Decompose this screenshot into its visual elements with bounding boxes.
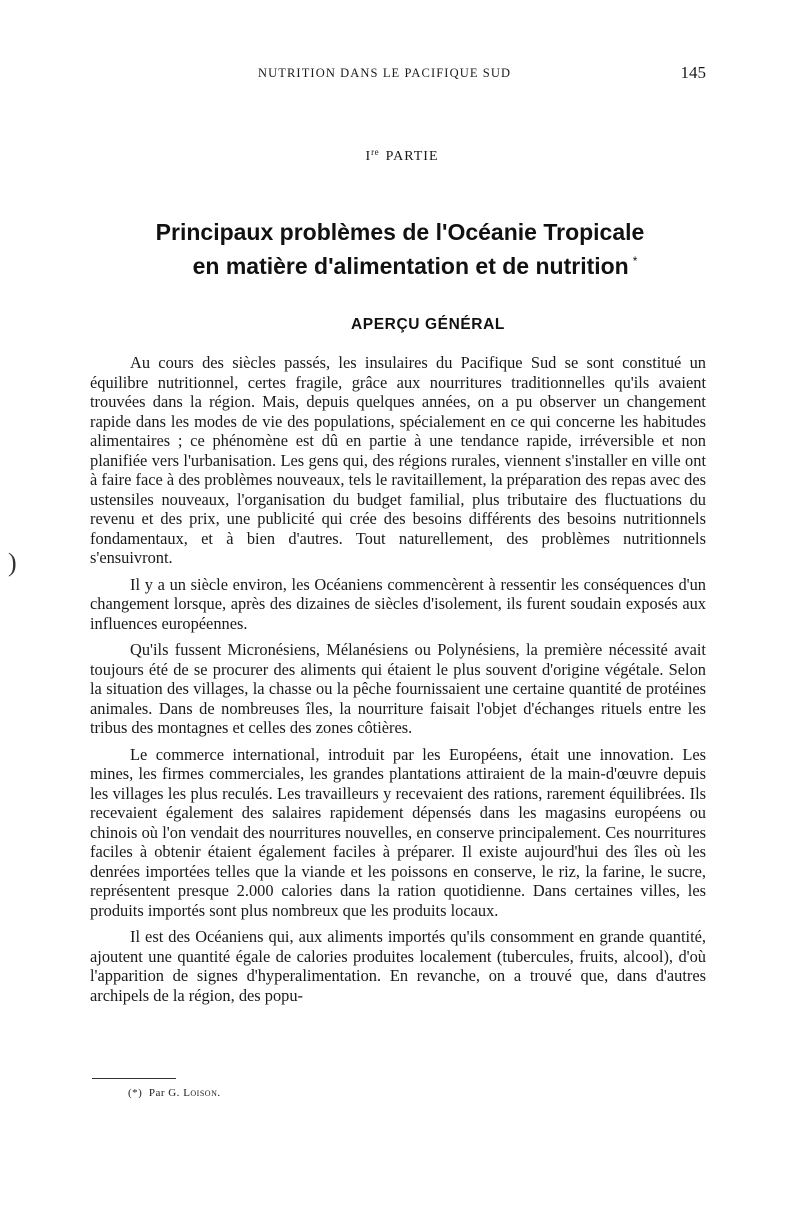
part-numeral: I	[365, 149, 372, 164]
footnote-author: Loison.	[183, 1087, 221, 1099]
part-superscript: re	[371, 147, 380, 157]
paragraph: Au cours des siècles passés, les insulaires du Pacifique Sud se sont constitué un équilibre nutritionnel, certes fragile, grâce aux nourritures traditionnelles qu'ils avaient trouvées dans la région. Mais, depuis quelques années, on a pu observer un changement rapide dans les modes de vie des populations, spécialement en ce qui concerne les habitudes alimentaires ; ce phénomène est dû en partie à une tendance rapide, irréversible et non planifiée vers l'urbanisation. Les gens qui, des régions rurales, viennent s'installer en ville ont à faire face à des problèmes nouveaux, tels le ravitaillement, la préparation des repas avec des ustensiles nouveaux, l'organisation du budget familial, plus tributaire des fluctuations du revenu et des prix, une publicité qui crée des besoins différents des besoins nutritionnels fondamentaux, et à bien d'autres. Tout naturellement, des problèmes nutritionnels s'ensuivront.	[90, 353, 706, 567]
footnote-prefix: Par G.	[148, 1087, 180, 1099]
section-heading: APERÇU GÉNÉRAL	[351, 316, 505, 333]
margin-mark: )	[8, 548, 17, 577]
part-heading	[0, 147, 800, 165]
title-line-2-wrap	[0, 247, 800, 281]
paragraph: Qu'ils fussent Micronésiens, Mélanésiens ou Polynésiens, la première nécessité avait toujours été de se procurer des aliments qui étaient le plus souvent d'origine végétale. Selon la situation des villages, la chasse ou la pêche fournissaient une certaine quantité de protéines animales. Dans de nombreuses îles, la nourriture faisait l'objet d'échanges rituels entre les tribus des montagnes et celles des zones côtières.	[90, 640, 706, 737]
title-line-1: Principaux problèmes de l'Océanie Tropicale	[155, 219, 645, 245]
title-footnote-marker: *	[632, 254, 638, 268]
title-line-2: en matière d'alimentation et de nutrition	[192, 253, 629, 279]
running-head	[90, 63, 706, 86]
paragraph: Le commerce international, introduit par les Européens, était une innovation. Les mines, les firmes commerciales, les grandes plantations attiraient de la main-d'œuvre depuis les villages les plus reculés. Les travailleurs y recevaient des rations, rarement équilibrées. Ils recevaient également des salaires rapidement dépensés dans les magasins européens ou chinois où l'on vendait des nourritures nouvelles, en conserve principalement. Ces nourritures faciles à obtenir étaient également faciles à préparer. Il existe aujourd'hui des îles où les denrées importées telles que la viande et les poissons en conserve, le riz, la farine, le sucre, représentent presque 2.000 calories dans la ration quotidienne. Dans certaines villes, les produits importés sont plus nombreux que les produits locaux.	[90, 744, 706, 920]
paragraph: Il y a un siècle environ, les Océaniens commencèrent à ressentir les conséquences d'un changement lorsque, après des dizaines de siècles d'isolement, ils furent soudain exposés aux influences européennes.	[90, 574, 706, 633]
footnote	[128, 1087, 221, 1099]
paragraph: Il est des Océaniens qui, aux aliments importés qu'ils consomment en grande quantité, ajoutent une quantité égale de calories produites localement (tubercules, fruits, alcool), d'où l'apparition de signes d'hyperalimentation. En revanche, on a trouvé que, dans d'autres archipels de la région, des popu-	[90, 927, 706, 1005]
page-number: 145	[680, 63, 706, 82]
footnote-marker: (*)	[128, 1087, 143, 1099]
running-title: NUTRITION DANS LE PACIFIQUE SUD	[258, 66, 512, 80]
main-title	[0, 218, 800, 281]
body-text	[90, 353, 706, 1012]
footnote-rule	[92, 1078, 176, 1079]
part-label: PARTIE	[385, 149, 439, 164]
